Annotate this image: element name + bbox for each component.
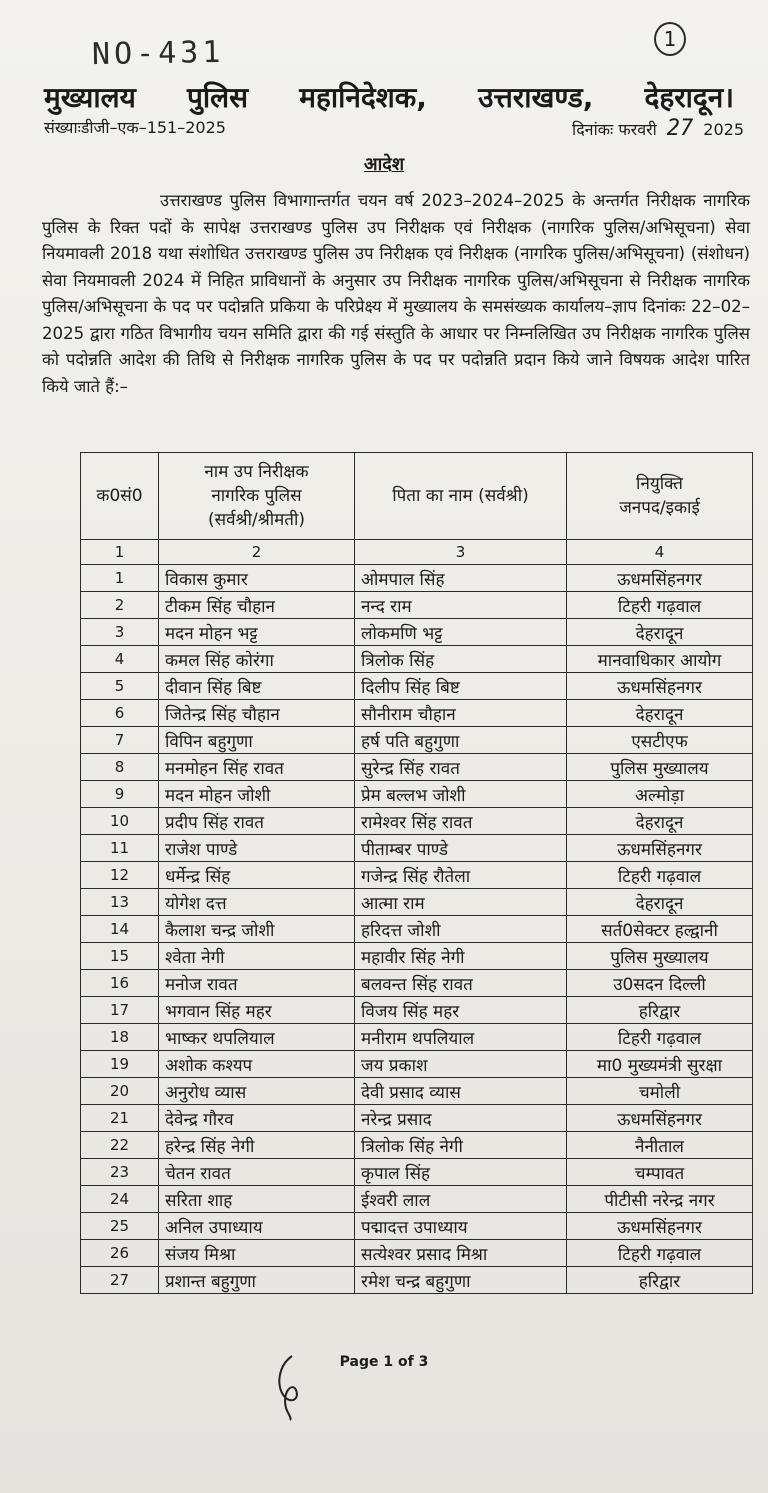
- officer-name-cell: मनमोहन सिंह रावत: [159, 754, 355, 781]
- serial-cell: 3: [81, 619, 159, 646]
- table-row: [81, 619, 753, 646]
- page-footer: Page 1 of 3: [339, 1354, 429, 1370]
- posting-cell: ऊधमसिंहनगर: [567, 1213, 753, 1240]
- father-name-cell: त्रिलोक सिंह: [355, 646, 567, 673]
- date-year: 2025: [703, 120, 744, 139]
- officer-name-cell: संजय मिश्रा: [159, 1240, 355, 1267]
- serial-cell: 5: [81, 673, 159, 700]
- officer-name-cell: अनिल उपाध्याय: [159, 1213, 355, 1240]
- letterhead-word: देहरादून।: [644, 81, 734, 114]
- posting-cell: देहरादून: [567, 808, 753, 835]
- table-row: [81, 700, 753, 727]
- serial-cell: 17: [81, 997, 159, 1024]
- officer-name-cell: प्रशान्त बहुगुणा: [159, 1267, 355, 1294]
- serial-cell: 6: [81, 700, 159, 727]
- posting-cell: ऊधमसिंहनगर: [567, 835, 753, 862]
- serial-cell: 27: [81, 1267, 159, 1294]
- officer-name-cell: योगेश दत्त: [159, 889, 355, 916]
- table-row: [81, 565, 753, 592]
- serial-cell: 26: [81, 1240, 159, 1267]
- officer-name-cell: भगवान सिंह महर: [159, 997, 355, 1024]
- officer-name-cell: श्वेता नेगी: [159, 943, 355, 970]
- posting-cell: चमोली: [567, 1078, 753, 1105]
- father-name-cell: बलवन्त सिंह रावत: [355, 970, 567, 997]
- posting-cell: देहरादून: [567, 700, 753, 727]
- serial-cell: 12: [81, 862, 159, 889]
- posting-cell: पीटीसी नरेन्द्र नगर: [567, 1186, 753, 1213]
- table-row: [81, 835, 753, 862]
- posting-cell: देहरादून: [567, 889, 753, 916]
- father-name-cell: सुरेन्द्र सिंह रावत: [355, 754, 567, 781]
- officer-name-cell: कमल सिंह कोरंगा: [159, 646, 355, 673]
- officer-name-cell: अशोक कश्यप: [159, 1051, 355, 1078]
- father-name-cell: रामेश्वर सिंह रावत: [355, 808, 567, 835]
- serial-cell: 11: [81, 835, 159, 862]
- posting-cell: मानवाधिकार आयोग: [567, 646, 753, 673]
- table-row: [81, 592, 753, 619]
- table-row: [81, 754, 753, 781]
- serial-cell: 13: [81, 889, 159, 916]
- table-row: [81, 970, 753, 997]
- father-name-cell: पीताम्बर पाण्डे: [355, 835, 567, 862]
- posting-cell: हरिद्वार: [567, 1267, 753, 1294]
- posting-cell: हरिद्वार: [567, 997, 753, 1024]
- table-row: [81, 1051, 753, 1078]
- serial-cell: 8: [81, 754, 159, 781]
- father-name-cell: गजेन्द्र सिंह रौतेला: [355, 862, 567, 889]
- posting-cell: टिहरी गढ़वाल: [567, 592, 753, 619]
- table-row: [81, 727, 753, 754]
- posting-cell: सर्त0सेक्टर हल्द्वानी: [567, 916, 753, 943]
- posting-cell: नैनीताल: [567, 1132, 753, 1159]
- posting-cell: उ0सदन दिल्ली: [567, 970, 753, 997]
- table-row: [81, 1105, 753, 1132]
- table-row: [81, 1186, 753, 1213]
- table-row: [81, 889, 753, 916]
- posting-cell: अल्मोड़ा: [567, 781, 753, 808]
- promotion-table: [80, 452, 753, 1294]
- serial-cell: 21: [81, 1105, 159, 1132]
- father-name-cell: लोकमणि भट्ट: [355, 619, 567, 646]
- officer-name-cell: विकास कुमार: [159, 565, 355, 592]
- table-row: [81, 1024, 753, 1051]
- table-row: [81, 916, 753, 943]
- serial-cell: 9: [81, 781, 159, 808]
- father-name-cell: ईश्वरी लाल: [355, 1186, 567, 1213]
- posting-cell: ऊधमसिंहनगर: [567, 673, 753, 700]
- father-name-cell: नन्द राम: [355, 592, 567, 619]
- serial-cell: 25: [81, 1213, 159, 1240]
- serial-cell: 1: [81, 565, 159, 592]
- table-row: [81, 1213, 753, 1240]
- serial-cell: 18: [81, 1024, 159, 1051]
- posting-cell: चम्पावत: [567, 1159, 753, 1186]
- posting-cell: पुलिस मुख्यालय: [567, 754, 753, 781]
- officer-name-cell: प्रदीप सिंह रावत: [159, 808, 355, 835]
- letterhead-word: महानिदेशक,: [299, 81, 427, 114]
- order-title: आदेश: [363, 154, 405, 175]
- table-row: [81, 646, 753, 673]
- father-name-cell: विजय सिंह महर: [355, 997, 567, 1024]
- posting-cell: टिहरी गढ़वाल: [567, 1240, 753, 1267]
- header-father-name: पिता का नाम (सर्वश्री): [355, 453, 567, 540]
- officer-name-cell: जितेन्द्र सिंह चौहान: [159, 700, 355, 727]
- father-name-cell: जय प्रकाश: [355, 1051, 567, 1078]
- officer-name-cell: हरेन्द्र सिंह नेगी: [159, 1132, 355, 1159]
- father-name-cell: सत्येश्वर प्रसाद मिश्रा: [355, 1240, 567, 1267]
- serial-cell: 24: [81, 1186, 159, 1213]
- table-row: [81, 1240, 753, 1267]
- serial-cell: 23: [81, 1159, 159, 1186]
- father-name-cell: त्रिलोक सिंह नेगी: [355, 1132, 567, 1159]
- officer-name-cell: दीवान सिंह बिष्ट: [159, 673, 355, 700]
- header-serial: क0सं0: [81, 453, 159, 540]
- reference-line: [44, 116, 744, 141]
- father-name-cell: पद्मादत्त उपाध्याय: [355, 1213, 567, 1240]
- table-row: [81, 997, 753, 1024]
- posting-cell: मा0 मुख्यमंत्री सुरक्षा: [567, 1051, 753, 1078]
- letterhead: [44, 78, 734, 116]
- serial-cell: 22: [81, 1132, 159, 1159]
- column-index-row: 1 2 3 4: [81, 540, 753, 565]
- serial-cell: 20: [81, 1078, 159, 1105]
- officer-name-cell: भाष्कर थपलियाल: [159, 1024, 355, 1051]
- letterhead-word: उत्तराखण्ड,: [478, 81, 594, 114]
- table-row: [81, 1132, 753, 1159]
- order-date: [572, 116, 744, 141]
- officer-name-cell: विपिन बहुगुणा: [159, 727, 355, 754]
- father-name-cell: आत्मा राम: [355, 889, 567, 916]
- table-row: [81, 1078, 753, 1105]
- officer-name-cell: अनुरोध व्यास: [159, 1078, 355, 1105]
- letterhead-word: मुख्यालय: [44, 81, 136, 114]
- officer-name-cell: मदन मोहन भट्ट: [159, 619, 355, 646]
- father-name-cell: सौनीराम चौहान: [355, 700, 567, 727]
- table-header-row: [81, 453, 753, 540]
- table-row: [81, 943, 753, 970]
- serial-cell: 4: [81, 646, 159, 673]
- father-name-cell: महावीर सिंह नेगी: [355, 943, 567, 970]
- father-name-cell: दिलीप सिंह बिष्ट: [355, 673, 567, 700]
- table-row: [81, 1267, 753, 1294]
- officer-name-cell: चेतन रावत: [159, 1159, 355, 1186]
- father-name-cell: नरेन्द्र प्रसाद: [355, 1105, 567, 1132]
- table-row: [81, 862, 753, 889]
- serial-cell: 16: [81, 970, 159, 997]
- serial-cell: 7: [81, 727, 159, 754]
- table-row: [81, 673, 753, 700]
- father-name-cell: रमेश चन्द्र बहुगुणा: [355, 1267, 567, 1294]
- date-day-handwritten: 27: [666, 116, 694, 141]
- page-number-circle: 1: [654, 22, 686, 56]
- posting-cell: ऊधमसिंहनगर: [567, 565, 753, 592]
- serial-cell: 19: [81, 1051, 159, 1078]
- header-name: नाम उप निरीक्षक नागरिक पुलिस (सर्वश्री/श्रीमती): [159, 453, 355, 540]
- father-name-cell: प्रेम बल्लभ जोशी: [355, 781, 567, 808]
- posting-cell: ऊधमसिंहनगर: [567, 1105, 753, 1132]
- father-name-cell: हर्ष पति बहुगुणा: [355, 727, 567, 754]
- serial-cell: 2: [81, 592, 159, 619]
- officer-name-cell: कैलाश चन्द्र जोशी: [159, 916, 355, 943]
- officer-name-cell: मनोज रावत: [159, 970, 355, 997]
- table-row: [81, 1159, 753, 1186]
- posting-cell: टिहरी गढ़वाल: [567, 1024, 753, 1051]
- table-row: [81, 781, 753, 808]
- officer-name-cell: देवेन्द्र गौरव: [159, 1105, 355, 1132]
- serial-cell: 10: [81, 808, 159, 835]
- father-name-cell: ओमपाल सिंह: [355, 565, 567, 592]
- handwritten-file-number: NO-431: [91, 34, 225, 73]
- date-label: दिनांकः फरवरी: [572, 120, 657, 139]
- header-posting: नियुक्ति जनपद/इकाई: [567, 453, 753, 540]
- table-row: [81, 808, 753, 835]
- officer-name-cell: धर्मेन्द्र सिंह: [159, 862, 355, 889]
- serial-cell: 15: [81, 943, 159, 970]
- posting-cell: एसटीएफ: [567, 727, 753, 754]
- posting-cell: पुलिस मुख्यालय: [567, 943, 753, 970]
- officer-name-cell: टीकम सिंह चौहान: [159, 592, 355, 619]
- father-name-cell: देवी प्रसाद व्यास: [355, 1078, 567, 1105]
- father-name-cell: हरिदत्त जोशी: [355, 916, 567, 943]
- posting-cell: देहरादून: [567, 619, 753, 646]
- officer-name-cell: राजेश पाण्डे: [159, 835, 355, 862]
- letterhead-word: पुलिस: [187, 81, 249, 114]
- officer-name-cell: सरिता शाह: [159, 1186, 355, 1213]
- order-body-paragraph: उत्तराखण्ड पुलिस विभागान्तर्गत चयन वर्ष 2023–2024–2025 के अन्तर्गत निरीक्षक नागरिक पुलिस के रिक्त पदों के सापेक्ष उत्तराखण्ड पुलिस उप निरीक्षक एवं निरीक्षक (नागरिक पुलिस/अभिसूचना) सेवा नियमावली 2018 यथा संशोधित उत्तराखण्ड पुलिस उप निरीक्षक एवं निरीक्षक (नागरिक पुलिस/अभिसूचना) (संशोधन) सेवा नियमावली 2024 में निहित प्राविधानों के अनुसार उप निरीक्षक नागरिक पुलिस/अभिसूचना से निरीक्षक नागरिक पुलिस/अभिसूचना के पद पर पदोन्नति प्रकिया के परिप्रेक्ष्य में मुख्यालय के समसंख्यक कार्यालय–ज्ञाप दिनांकः 22–02–2025 द्वारा गठित विभागीय चयन समिति द्वारा की गई संस्तुति के आधार पर निम्नलिखित उप निरीक्षक नागरिक पुलिस को पदोन्नति आदेश की तिथि से निरीक्षक नागरिक पुलिस के पद पर पदोन्नति प्रदान किये जाने विषयक आदेश पारित किये जाते हैं:–: [42, 191, 750, 396]
- father-name-cell: कृपाल सिंह: [355, 1159, 567, 1186]
- father-name-cell: मनीराम थपलियाल: [355, 1024, 567, 1051]
- reference-number: संख्याःडीजी–एक–151–2025: [44, 118, 226, 137]
- serial-cell: 14: [81, 916, 159, 943]
- posting-cell: टिहरी गढ़वाल: [567, 862, 753, 889]
- officer-name-cell: मदन मोहन जोशी: [159, 781, 355, 808]
